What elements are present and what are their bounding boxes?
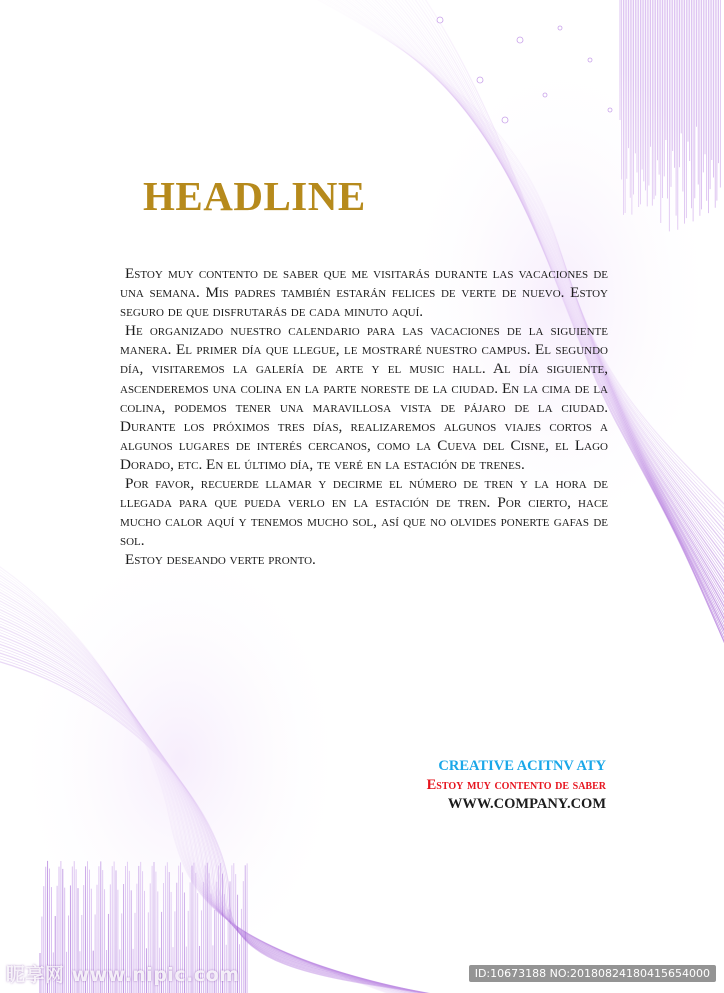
watermark-id: ID:10673188 NO:20180824180415654000	[469, 965, 716, 982]
paragraph-4: Estoy deseando verte pronto.	[125, 551, 316, 569]
paragraph-3: Por favor, recuerde llamar y decirme el número de tren y la hora de llegada para que pueda verlo en la estación de tren. Por cierto, hace mucho calor aquí y tenemos mucho sol, así que no olvides ponerte gafas de sol.	[120, 475, 608, 550]
letter-body	[120, 264, 608, 570]
sparkle-dot	[437, 17, 443, 23]
headline: HEADLINE	[143, 173, 366, 219]
contact-subtitle: Estoy muy contento de saber	[426, 777, 606, 793]
sparkle-dot	[502, 117, 508, 123]
sparkle-dot	[517, 37, 523, 43]
sparkle-dot	[477, 77, 483, 83]
sparkle-dot	[608, 108, 612, 112]
bottom-glow	[10, 530, 350, 990]
sparkle-dot	[558, 26, 562, 30]
watermark-logo: 昵享网 www.nipic.com	[6, 964, 240, 986]
contact-website[interactable]: WWW.COMPANY.COM	[447, 796, 606, 812]
paragraph-2: He organizado nuestro calendario para las vacaciones de la siguiente manera. El primer día que llegue, le mostraré nuestro campus. El segundo día, visitaremos la galería de arte y el music hall. Al día siguiente, ascenderemos una colina en la parte noreste de la ciudad. En la cima de la colina, podemos tener una maravillosa vista de pájaro de la ciudad. Durante los próximos tres días, realizaremos algunos viajes cortos a algunos lugares de interés cercanos, como la Cueva del Cisne, el Lago Dorado, etc. En el último día, te veré en la estación de trenes.	[120, 322, 608, 473]
sparkle-dot	[543, 93, 547, 97]
contact-block	[427, 757, 606, 814]
paragraph-1: Estoy muy contento de saber que me visitarás durante las vacaciones de una semana. Mis padres también estarán felices de verte de nuevo. Estoy seguro de que disfrutarás de cada minuto aquí.	[120, 265, 608, 321]
contact-tagline: CREATIVE ACITNV ATY	[438, 758, 606, 774]
sparkle-dot	[588, 58, 592, 62]
